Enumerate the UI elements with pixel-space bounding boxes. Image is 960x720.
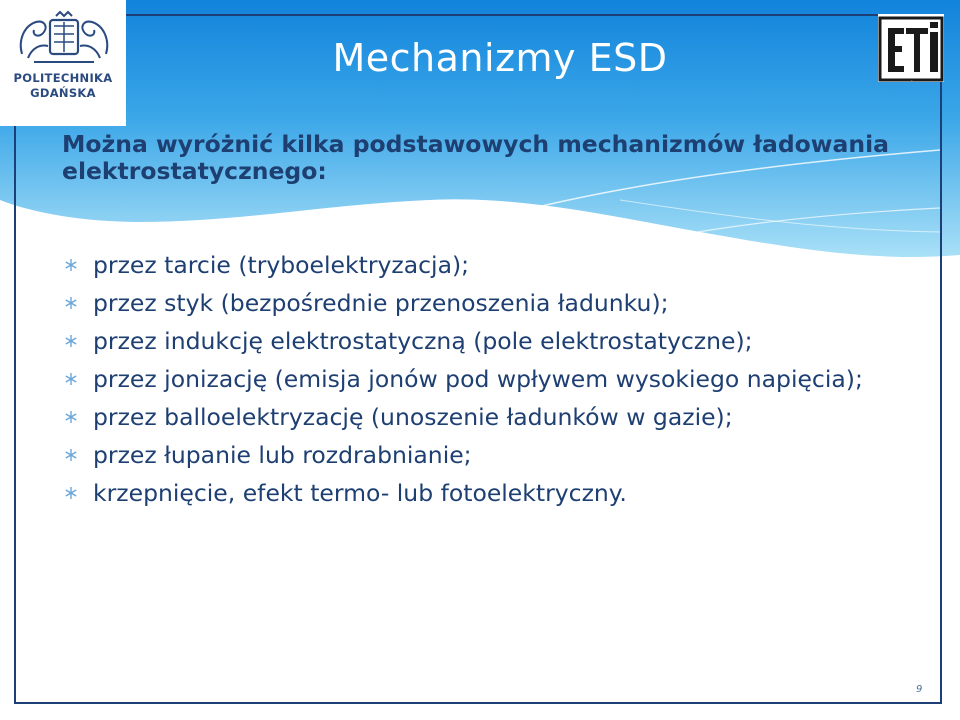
university-emblem-icon [14, 10, 114, 66]
asterisk-bullet-icon [63, 409, 79, 425]
intro-text: Można wyróżnić kilka podstawowych mechanizmów ładowania elektrostatycznego: [62, 130, 889, 185]
list-item [60, 404, 930, 431]
list-item [60, 366, 930, 393]
university-logo [0, 0, 126, 126]
asterisk-bullet-icon [63, 485, 79, 501]
list-item [60, 328, 930, 355]
asterisk-bullet-icon [63, 295, 79, 311]
eti-logo [878, 14, 944, 82]
asterisk-bullet-icon [63, 257, 79, 273]
bullet-text: przez styk (bezpośrednie przenoszenia ładunku); [93, 289, 669, 317]
asterisk-bullet-icon [63, 447, 79, 463]
bullet-text: przez łupanie lub rozdrabnianie; [93, 441, 472, 469]
university-name-line1: POLITECHNIKA [13, 71, 113, 85]
list-item [60, 290, 930, 317]
bullet-text: przez balloelektryzację (unoszenie ładunków w gazie); [93, 403, 733, 431]
bullet-text: przez tarcie (tryboelektryzacja); [93, 251, 470, 279]
page-number: 9 [916, 684, 923, 695]
slide-title: Mechanizmy ESD [332, 36, 668, 80]
bullet-text: krzepnięcie, efekt termo- lub fotoelektryczny. [93, 479, 627, 507]
list-item [60, 442, 930, 469]
bullet-text: przez jonizację (emisja jonów pod wpływem wysokiego napięcia); [93, 365, 863, 393]
asterisk-bullet-icon [63, 333, 79, 349]
bullet-text: przez indukcję elektrostatyczną (pole elektrostatyczne); [93, 327, 753, 355]
university-name-line2: GDAŃSKA [30, 86, 96, 100]
list-item [60, 480, 930, 507]
asterisk-bullet-icon [63, 371, 79, 387]
list-item [60, 252, 930, 279]
eti-logo-text: ETI [911, 81, 913, 82]
bullet-list [60, 252, 930, 518]
